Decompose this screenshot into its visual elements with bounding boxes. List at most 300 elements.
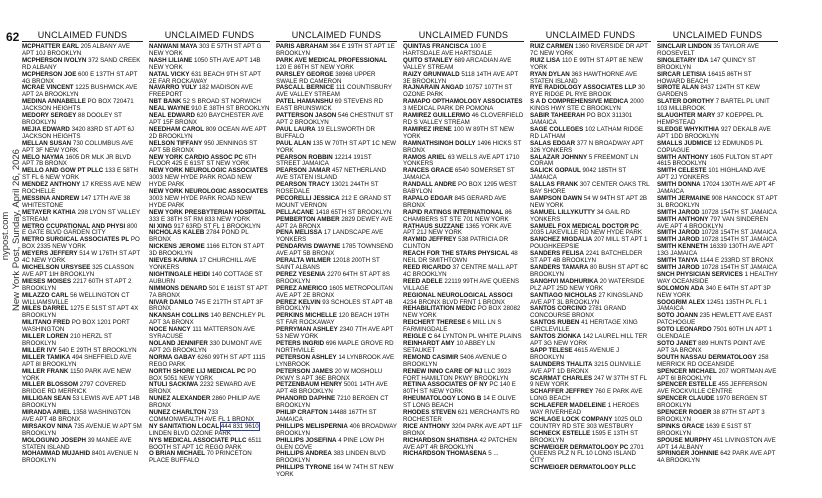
column-header: UNCLAIMED FUNDS	[22, 30, 143, 42]
listing-address: 760 E PARK AVE LONG BEACH	[530, 388, 643, 403]
listing-entry	[149, 327, 270, 341]
listing-address: 330 DUMONT AVE APT 2G BROOKLYN	[149, 339, 262, 354]
listing-name: SMITH JAROD	[657, 264, 700, 271]
listing-address: 247 W 37TH ST FL 9 NEW YORK	[530, 374, 647, 389]
listing-name: PEARSON TRACY	[276, 181, 330, 189]
listing-entry	[403, 224, 524, 238]
listing-name: NEW YORK NEUROLOGIC ASSOCIATES	[149, 188, 268, 196]
listing-name: MCPHATTER EARL	[22, 43, 79, 50]
listing-address: 210 HERZL ST BROOKLYN	[22, 333, 112, 347]
listing-entry	[403, 196, 524, 210]
listing-address: 100 E HARTSDALE AVE HARTSDALE	[403, 43, 493, 57]
listing-entry	[276, 355, 397, 369]
listing-address: 110 E 99TH ST APT 8E NEW YORK	[530, 56, 643, 71]
listing-name: SANDERS FELISA	[530, 250, 584, 258]
column-header: UNCLAIMED FUNDS	[530, 30, 651, 42]
listing-entry	[149, 127, 270, 141]
listing-name: MILLER TAMIKA	[22, 353, 71, 361]
listing-address: 88 DOOLEY ST BROOKLYN	[22, 112, 122, 126]
listing-entry	[403, 382, 524, 396]
listing-address: 377 N BROADWAY APT 326 YONKERS	[530, 139, 644, 154]
listing-entry	[149, 313, 270, 327]
listing-entry	[657, 355, 778, 369]
listing-name: SALAS EDGAR	[530, 139, 576, 147]
listing-address: 212 E GRAND ST MOUNT VERNON	[276, 194, 392, 209]
listing-address: 2797 COVERED BRIDGE RD MERRICK	[22, 381, 126, 396]
listing-address: 363 HAWTHORNE AVE STATEN ISLAND	[530, 70, 638, 85]
listing-address: 5 ...	[486, 450, 499, 458]
listing-address: 10728 154TH ST JAMAICA	[699, 208, 777, 216]
listing-entry	[657, 72, 778, 86]
listing-address: 12451 135TH PL FL 1 JAMAICA	[657, 298, 768, 313]
listing-address: 64 LYNTON PL WHITE PLAINS	[432, 333, 522, 341]
listing-entry	[149, 189, 270, 210]
listing-name: SOTO JANET	[657, 339, 697, 347]
listing-name: PETERSON JAMES	[276, 367, 334, 375]
listing-name: PENDARVIS DWAYNE	[276, 243, 341, 251]
listing-name: RICHARDSON SHATISHA	[403, 436, 478, 444]
listing-address: 6260 99TH ST APT 1115 REGO PARK	[149, 353, 266, 368]
listing-entry	[403, 320, 524, 334]
listing-address: 451 LIVINGSTON AVE APT 14 ALBANY	[657, 436, 776, 451]
listing-address: 2000 KINGS HWY STE C BROOKLYN	[530, 98, 644, 113]
listing-name: NYS MEDICAL ASSOCIATE PLLC	[149, 436, 247, 444]
listing-address: PC 140 E 80TH ST NEW YORK	[403, 381, 516, 396]
listing-name: SANDERS TAMARA	[530, 264, 589, 271]
listing-address: 1166 ELTON ST APT 3D BROOKLYN	[149, 243, 265, 258]
listing-entry	[403, 341, 524, 355]
listing-name: NOLAND JENNIFER	[149, 339, 208, 347]
listing-entry	[276, 85, 397, 99]
listing-address: 1144 E 233RD ST BRONX	[698, 257, 774, 265]
listing-name: RYE RADIOLOGY ASSOCIATES LLP	[530, 84, 637, 92]
listing-address: 2340 7TH AVE APT 53 NEW YORK	[276, 326, 394, 341]
listing-entry	[657, 369, 778, 383]
listing-name: SANGHVI MADHURIKA	[530, 277, 599, 285]
listing-entry	[657, 451, 778, 465]
listing-entry	[403, 141, 524, 155]
listing-name: REIGLE C	[403, 333, 433, 341]
listing-entry	[22, 293, 143, 307]
listing-address: 2241 BATCHELDER ST APT 4B BROOKLYN	[530, 250, 643, 265]
listing-name: SAPP TELESE	[530, 346, 573, 354]
column-header: UNCLAIMED FUNDS	[403, 30, 524, 42]
listing-address: 111 MATTERSON AVE SYRACUSE	[149, 326, 256, 341]
listing-address: 46 CLOVERFIELD RD S VALLEY STREAM	[403, 112, 524, 126]
listing-entry	[149, 210, 270, 224]
listing-entry	[22, 306, 143, 320]
listing-name: MOHAMMAD MUJAHID	[22, 450, 91, 458]
listing-name: NIMMONS DENARD	[149, 284, 208, 292]
listing-name: PETERSON ASHLEY	[276, 353, 337, 361]
listing-address: 258 MERRICK RD OCEANSIDE	[657, 353, 769, 368]
listing-name: NAVARRO YULY	[149, 84, 197, 92]
listing-entry	[22, 168, 143, 182]
listing-entry	[149, 451, 270, 465]
listing-entry	[530, 417, 651, 431]
listing-address: 2270 64TH ST APT 8S BROOKLYN	[276, 270, 390, 285]
listing-name: PEREZ KELVIN	[276, 298, 321, 306]
listing-address: 1418 65TH ST BROOKLYN	[313, 208, 392, 216]
listing-name: PEREZ YESENIA	[276, 270, 326, 278]
listing-address: 2784 POND PL BRONX	[149, 229, 249, 244]
listing-entry	[403, 424, 524, 438]
listing-address: 800 E GATE BLVD GARDEN CITY	[22, 222, 138, 237]
listing-entry	[530, 237, 651, 251]
listing-address: 325 CLASSON AVE APT 1IH BROOKLYN	[22, 264, 134, 278]
listing-column	[276, 30, 403, 498]
listing-name: MCRAE VINCENT	[22, 84, 74, 92]
listing-address: 14 LYNBROOK AVE LYNBROOK	[276, 353, 395, 368]
listing-entry	[403, 72, 524, 86]
listing-name: METRO SURGICAL ASSOCIATES PL	[22, 236, 130, 244]
listing-entry	[276, 182, 397, 196]
side-caption	[0, 149, 22, 311]
listing-column	[149, 30, 276, 498]
listing-address: 689 ARCADIAN AVE VALLEY STREAM	[403, 56, 512, 71]
side-site: nypost.com	[0, 211, 11, 261]
listing-entry	[403, 237, 524, 251]
listing-address: 797 VAN SINDEREN AVE APT 4 BROOKLYN	[657, 215, 769, 230]
listing-name: NEW YORK NEUROLOGIC ASSOCIATES	[149, 167, 268, 175]
listing-name: MIESES MOISES	[22, 277, 72, 285]
listing-entry	[403, 369, 524, 383]
listing-name: RICE ANTHONY	[403, 422, 450, 430]
listing-name: SPENCER ROGER	[657, 409, 712, 417]
listing-name: REACH FOR THE STARS PHYSICAL	[403, 250, 510, 258]
listing-entry	[22, 424, 143, 438]
listing-entry	[403, 155, 524, 169]
listing-name: RAYMID JEFFREY	[403, 236, 457, 244]
listing-name: SMITH JERMAINE	[657, 194, 710, 202]
listing-name: MILLER LOREN	[22, 333, 69, 341]
listing-name: RAMIREZ GUILLERMO	[403, 112, 471, 120]
listing-entry	[22, 127, 143, 141]
listing-entry	[276, 396, 397, 410]
listing-entry	[22, 382, 143, 396]
listing-address: PO BOX 1201 PORT WASHINGTON	[22, 319, 130, 334]
listing-name: SCHNECK ESTELLE	[530, 429, 591, 437]
listing-entry	[22, 58, 143, 72]
listing-address: 457 NETHERLAND AVE STATEN ISLAND	[276, 167, 387, 182]
listing-name: SCHWEIGER DERMATOLOGY PC	[530, 443, 629, 451]
listing-column	[530, 30, 657, 498]
listing-entry	[530, 72, 651, 86]
listing-address: 182 MADISON AVE FREEPORT	[149, 84, 253, 99]
listing-name: SANTOS ZIONKA	[530, 333, 582, 341]
listing-address: 910 E 38TH ST BROOKLYN	[189, 105, 270, 113]
listing-address: 120 E 86TH ST NEW YORK	[276, 63, 354, 71]
listing-name: MELLO AND GOW PT PLLC	[22, 167, 104, 175]
listing-address: 303 E 57TH ST APT G NEW YORK	[149, 43, 262, 57]
listing-entry	[149, 341, 270, 355]
listing-entry	[657, 300, 778, 314]
listing-address: 845 GERARD AVE BRONX	[403, 194, 507, 209]
listing-address: 631 BEACH 9TH ST APT 2E FAR ROCKAWAY	[149, 70, 261, 85]
listing-name: SPENCER MICHAEL	[657, 367, 717, 375]
listing-name: SAMUEL LILLYKUTTY	[530, 208, 595, 216]
listing-address: 205 ALBANY AVE APT 10J BROOKLYN	[22, 43, 130, 57]
listing-name: SIRCAR LETISIA	[657, 70, 707, 78]
listing-address: 4 PINE LOW PH GLEN COVE	[276, 436, 384, 451]
listing-address: 70 PRINCETON PLACE BUFFALO	[149, 450, 252, 465]
listing-entry	[149, 300, 270, 314]
listing-address: 38968 UPPER SWALE RD CAMERON	[276, 70, 376, 85]
listing-name: NASH LILIANE	[149, 56, 193, 64]
listing-address: 340 E 64TH ST APT 3P NEW YORK	[657, 284, 771, 299]
listing-entry	[22, 320, 143, 334]
listing-entry	[530, 362, 651, 376]
listing-name: NIEVES KARINA	[149, 257, 198, 265]
listing-entry	[22, 251, 143, 265]
listing-address: LLC 3923 FORT HAMILTON PKWY BROOKLYN	[403, 367, 511, 382]
listing-entry	[403, 306, 524, 320]
listing-address: 494 SHEFFIELD AVE APT 8I BROOKLYN	[22, 353, 132, 368]
listing-address: 207 WORTMAN AVE APT 6I BROOKLYN	[657, 367, 777, 382]
listing-name: NEW YORK PRESBYTERIAN HOSPITAL	[149, 208, 266, 216]
listing-entry	[276, 244, 397, 258]
listing-name: PHILLIPS TYRONE	[276, 464, 332, 472]
listing-entry	[22, 355, 143, 369]
listing-address: 3 MEDICAL PARK DR POMONA	[403, 105, 494, 113]
listing-address: 37 KOEPPEL PL HEMPSTEAD	[657, 112, 764, 126]
listing-entry	[149, 286, 270, 300]
listing-address: 5001 14TH AVE APT 4B BROOKLYN	[276, 381, 388, 396]
listing-name: REED ADELE	[403, 277, 443, 285]
listing-address: 140 BENCHLEY PL APT 3A BRONX	[149, 312, 265, 327]
listing-entry	[657, 127, 778, 141]
listing-entry	[22, 155, 143, 169]
listing-address: 6540 SOMERSET ST JAMAICA	[403, 167, 515, 182]
listing-address: 4615 AVENUE J BROOKLYN	[530, 346, 620, 361]
listing-address: 2781 GRAND CONCOURSE BRONX	[530, 305, 627, 320]
listing-entry	[22, 237, 143, 251]
listing-entry	[149, 141, 270, 155]
listing-entry	[657, 44, 778, 58]
listing-entry	[276, 341, 397, 355]
listing-entry	[22, 265, 143, 279]
listing-address: 501 E 161ST ST APT 7A BRONX	[149, 284, 268, 299]
listing-name: RANDALL ANDRE	[403, 181, 457, 189]
listing-name: SNCH PHYSICIAN SERVICES	[657, 270, 743, 278]
listing-name: METRO CCUPATIONAL AND PHYSI	[22, 222, 126, 230]
listing-address: 455 JEFFERSON AVE ROCKVILLE CENTRE	[657, 381, 768, 396]
listing-address: 2829 DEWEY AVE APT 2A BRONX	[276, 215, 393, 230]
listing-entry	[22, 369, 143, 383]
listing-name: PATTERSON JASON	[276, 112, 337, 120]
listing-entry	[530, 127, 651, 141]
listing-entry	[149, 382, 270, 396]
listing-address: PO BOX 5051 NEW YORK	[149, 367, 257, 382]
listing-name: SPRINGER JOHNNIE	[657, 450, 719, 458]
listing-entry	[149, 85, 270, 99]
listing-address: 5 FREEMONT LN CORAM	[530, 153, 639, 168]
listing-address: 30 RYE RIDGE PL RYE BROOK	[530, 84, 645, 99]
listing-name: O BRIAN MICHAEL	[149, 450, 206, 458]
listing-name: RATHAUS SUZZANE	[403, 222, 464, 230]
listing-entry	[530, 141, 651, 155]
listing-name: MILES DARREL	[22, 305, 69, 313]
listing-address: 621 MERCHANTS RD ROCHESTER	[403, 409, 520, 423]
listing-name: REGIONAL NEUROLOGICAL ASSOCI	[403, 291, 513, 299]
listing-address: 696 MAPLE GROVE RD NORTHVILLE	[276, 339, 394, 354]
listing-entry	[403, 58, 524, 72]
listing-name: SPENCER CLAUDE	[657, 395, 715, 403]
listing-name: PETZENBAUM HENRY	[276, 381, 343, 389]
listing-address: 147 QUINCY ST BROOKLYN	[657, 56, 756, 71]
listing-name: RAPALO EDGAR	[403, 194, 453, 202]
listing-address: 600 E 137TH ST APT 4G BRONX	[22, 70, 138, 85]
listing-name: MILAZZO CARL	[22, 291, 69, 299]
listing-name: RANCES GRACE	[403, 167, 454, 175]
listing-name: NOCE NANCY	[149, 326, 191, 334]
listing-entry	[276, 72, 397, 86]
listing-entry	[276, 141, 397, 155]
listing-address: 120 BEACH 19TH ST FAR ROCKAWAY	[276, 312, 389, 327]
listing-address: 950 JENNINGS ST APT 5B BRONX	[149, 139, 257, 154]
listing-name: NBT BANK	[149, 98, 182, 106]
listing-name: RUIZ CARMEN	[530, 43, 574, 50]
listing-name: SIROTE ALAN	[657, 84, 699, 92]
listing-name: NUNEZ CHARLTON	[149, 409, 207, 417]
listing-address: 6511 BOOTH ST APT 1C REGO PARK	[149, 436, 262, 451]
listing-entry	[276, 217, 397, 231]
listing-address: 10728 154TH ST JAMAICA	[699, 229, 777, 237]
listing-entry	[149, 438, 270, 452]
listing-entry	[22, 182, 143, 196]
listing-address: 1639 E 51ST ST BROOKLYN	[657, 422, 752, 437]
listing-entry	[657, 244, 778, 258]
listing-name: NIVAR DANILO	[149, 298, 194, 306]
listing-address: 730 COLUMBUS AVE APT 3F NEW YORK	[22, 139, 134, 154]
listing-address: 10728 154TH ST JAMAICA	[699, 264, 777, 271]
listing-name: PHILLIPS ANDREA	[276, 450, 332, 458]
listing-entry	[149, 355, 270, 369]
listing-address: 27 KINGSLAND AVE APT 3L BROOKLYN	[530, 291, 643, 306]
listing-name: SALICK GOPAUL	[530, 167, 581, 175]
listing-entry	[530, 265, 651, 279]
listing-entry	[22, 438, 143, 452]
listing-entry	[22, 44, 143, 58]
listing-entry	[657, 272, 778, 286]
listing-address: 735 AVENUE W APT 5M BROOKLYN	[22, 422, 142, 437]
listing-entry	[530, 293, 651, 307]
listing-name: MILLIGAN SEAN	[22, 395, 71, 403]
listing-address: 406 BROADWAY BROOKLYN	[276, 422, 397, 437]
listing-entry	[530, 168, 651, 182]
listing-name: SMITH JAROD	[657, 236, 700, 244]
listing-entry	[149, 58, 270, 72]
listing-name: SLEDGE WHYKITHIA	[657, 125, 720, 133]
listing-name: NICKENS JEROME	[149, 243, 205, 251]
listing-address: 809 OCEAN AVE APT 2D BROOKLYN	[149, 125, 267, 140]
listing-name: MILLER IVY	[22, 346, 57, 354]
listing-address: 4234 BRONX BLVD FRNT 1 BRONX	[403, 298, 505, 306]
listing-name: PERKINS MICHELLE	[276, 312, 337, 320]
listing-entry	[657, 396, 778, 410]
listing-entry	[276, 196, 397, 210]
listing-entry	[276, 230, 397, 244]
listing-address: 38 87TH ST APT 3 BROOKLYN	[657, 409, 765, 423]
listing-entry	[149, 155, 270, 169]
listing-name: SMITH TANYA	[657, 257, 699, 265]
listing-entry	[22, 410, 143, 424]
listing-name: SINGLETARY IDA	[657, 56, 709, 64]
listing-address: 7 BARTEL PL UNIT 103 MILLBROOK	[657, 98, 770, 113]
listing-entry	[276, 424, 397, 438]
listing-address: 1150 PARK AVE NEW YORK	[22, 367, 131, 382]
listing-address: 745 E 217TH ST APT 3F BRONX	[149, 298, 264, 313]
listing-address: 10757 107TH ST OZONE PARK	[403, 84, 513, 99]
listing-entry	[530, 279, 651, 293]
listing-address: 16339 130TH AVE APT 13G JAMAICA	[657, 243, 774, 258]
listing-entry	[657, 410, 778, 424]
listing-name: SANCHEZ MIGDALIA	[530, 236, 593, 244]
listing-name: SPENCER ESTELLE	[657, 381, 717, 389]
listing-entry	[22, 85, 143, 99]
listing-name: NI XING	[149, 222, 173, 230]
listing-entry	[403, 438, 524, 452]
listing-address: 2035 LAKEVILLE RD NEW HYDE PARK	[530, 229, 642, 237]
listing-address: 514 W 176TH ST APT 4C NEW YORK	[22, 250, 141, 265]
listing-name: PARIS ABRAHAM	[276, 43, 328, 50]
listing-entry	[530, 44, 651, 58]
listing-entry	[22, 396, 143, 410]
listing-name: MELO NAYMA	[22, 153, 64, 161]
listing-entry	[657, 382, 778, 396]
listing-address: 444 831 9610 LINDEN BLVD OZONE PARK	[149, 422, 259, 437]
listing-entry	[149, 44, 270, 58]
listing-address: 298 LYON ST VALLEY STREAM	[22, 208, 141, 223]
listing-entry	[403, 265, 524, 279]
listing-column	[403, 30, 530, 498]
listing-name: PECORELLI JESSICA	[276, 194, 340, 202]
listing-address: 35 TAYLOR AVE ROOSEVELT	[657, 43, 759, 57]
listing-name: SCHLAGE LOCK COMPANY	[530, 415, 613, 423]
listing-entry	[149, 230, 270, 244]
listing-entry	[22, 113, 143, 127]
listing-entry	[530, 465, 651, 472]
listing-entry	[22, 141, 143, 155]
listing-name: SCHWEIGER DERMATOLOGY PLLC	[530, 464, 636, 472]
listing-address: 235 HEWLETT AVE EAST PATCHOGUE	[657, 312, 773, 327]
listing-entry	[530, 334, 651, 348]
circled-phone-number: 444 831 9610	[220, 422, 259, 430]
listing-address: 53 LEWIS AVE APT 14B BROOKLYN	[22, 395, 140, 410]
listing-entry	[22, 196, 143, 210]
listing-name: RHODES STEVEN	[403, 409, 456, 417]
listing-name: PAUL LAURA	[276, 125, 316, 133]
listing-name: MELLAN SUSAN	[22, 139, 72, 147]
listing-entry	[403, 127, 524, 141]
listing-name: MIRANDA ARIEL	[22, 409, 72, 417]
listing-address: 100 W 89TH ST NEW YORK	[403, 125, 514, 140]
listing-address: 1605 METROPOLITAN AVE APT 2E BRONX	[276, 284, 393, 299]
listing-entry	[530, 389, 651, 403]
listing-entry	[276, 168, 397, 182]
listing-name: QUINTAS FRANCISCA	[403, 43, 469, 50]
listing-name: NICHOLAS KALEB	[149, 229, 205, 237]
listing-address: 7210 BERGEN CT BROOKLYN	[276, 395, 389, 410]
listing-entry	[403, 279, 524, 293]
listing-name: SOUTH NASSAU DERMATOLOGY	[657, 353, 757, 361]
listing-name: SALAZAR JOHNNY	[530, 153, 588, 161]
listing-address: 540 E 29TH ST BROOKLYN	[56, 346, 137, 354]
listing-name: PASCALL BERNICE	[276, 84, 335, 92]
listing-name: RHEUMATOLOGY LONG B	[403, 395, 482, 403]
listing-name: SMITH ANTHONY	[657, 215, 709, 223]
listing-entry	[149, 396, 270, 410]
